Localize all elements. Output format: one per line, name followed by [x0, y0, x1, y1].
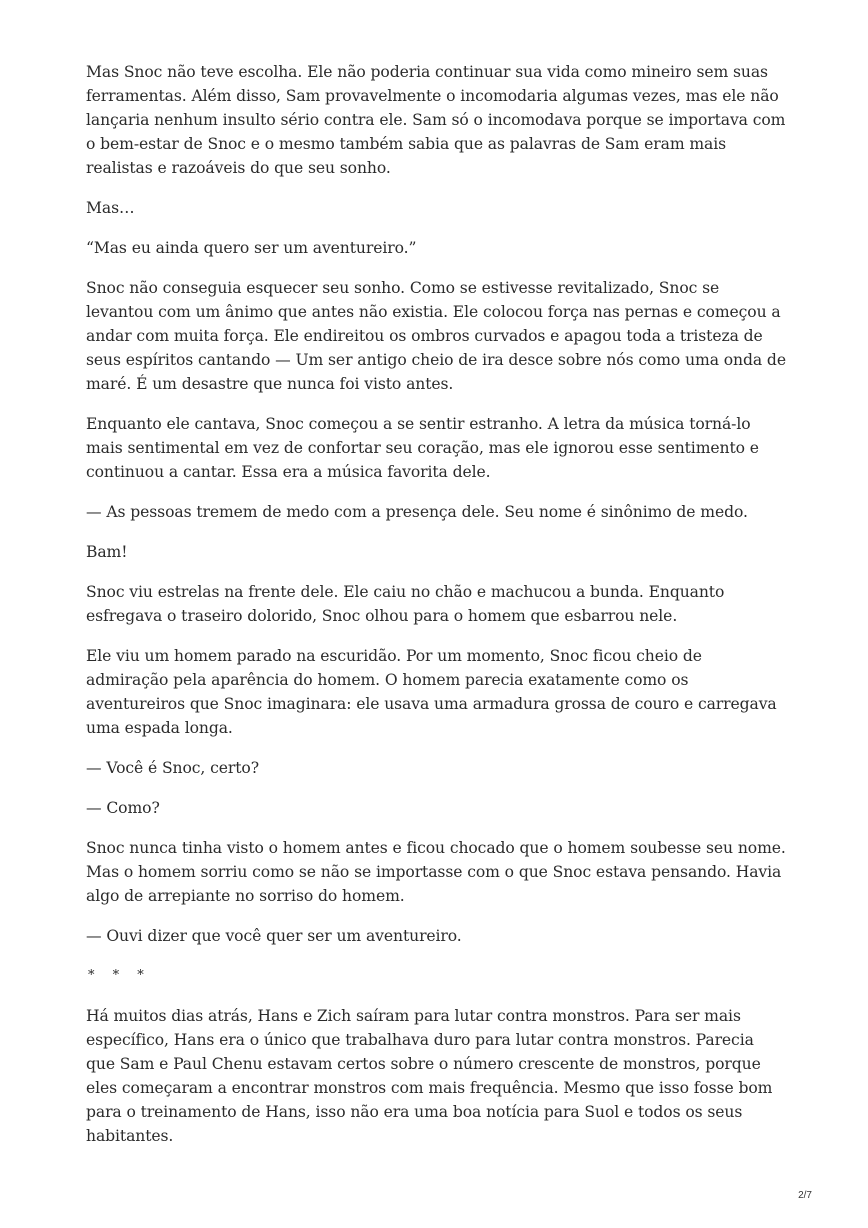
paragraph-12: Snoc nunca tinha visto o homem antes e ficou chocado que o homem soubesse seu nome. Mas o homem sorriu como se não se importasse com o que Snoc estava pensando. Havia algo de arrepiante no sorriso do homem. — [86, 839, 786, 905]
paragraph-9: Ele viu um homem parado na escuridão. Por um momento, Snoc ficou cheio de admiração pela aparência do homem. O homem parecia exatamente como os aventureiros que Snoc imaginara: ele usava uma armadura grossa de couro e carregava uma espada longa. — [86, 647, 777, 737]
paragraph-14: Há muitos dias atrás, Hans e Zich saíram para lutar contra monstros. Para ser mais específico, Hans era o único que trabalhava duro para lutar contra monstros. Parecia que Sam e Paul Chenu estavam certos sobre o número crescente de monstros, porque eles começaram a encontrar monstros com mais frequência. Mesmo que isso fosse bom para o treinamento de Hans, isso não era uma boa notícia para Suol e todos os seus habitantes. — [86, 1007, 773, 1145]
paragraph-10: — Você é Snoc, certo? — [86, 759, 259, 777]
document-page — [86, 60, 786, 1164]
scene-separator: * * * — [88, 968, 144, 983]
paragraph-11: — Como? — [86, 799, 160, 817]
paragraph-1: Mas Snoc não teve escolha. Ele não poderia continuar sua vida como mineiro sem suas ferramentas. Além disso, Sam provavelmente o incomodaria algumas vezes, mas ele não lançaria nenhum insulto sério contra ele. Sam só o incomodava porque se importava com o bem-estar de Snoc e o mesmo também sabia que as palavras de Sam eram mais realistas e razoáveis do que seu sonho. — [86, 63, 786, 177]
page-number: 2/7 — [798, 1190, 812, 1201]
paragraph-4: Snoc não conseguia esquecer seu sonho. Como se estivesse revitalizado, Snoc se levantou com um ânimo que antes não existia. Ele colocou força nas pernas e começou a andar com muita força. Ele endireitou os ombros curvados e apagou toda a tristeza de seus espíritos cantando — Um ser antigo cheio de ira desce sobre nós como uma onda de maré. É um desastre que nunca foi visto antes. — [86, 279, 786, 393]
paragraph-2: Mas… — [86, 199, 135, 217]
paragraph-13: — Ouvi dizer que você quer ser um aventureiro. — [86, 927, 462, 945]
paragraph-5: Enquanto ele cantava, Snoc começou a se sentir estranho. A letra da música torná-lo mais sentimental em vez de confortar seu coração, mas ele ignorou esse sentimento e continuou a cantar. Essa era a música favorita dele. — [86, 415, 759, 481]
paragraph-7: Bam! — [86, 543, 128, 561]
paragraph-6: — As pessoas tremem de medo com a presença dele. Seu nome é sinônimo de medo. — [86, 503, 748, 521]
paragraph-8: Snoc viu estrelas na frente dele. Ele caiu no chão e machucou a bunda. Enquanto esfregava o traseiro dolorido, Snoc olhou para o homem que esbarrou nele. — [86, 583, 725, 625]
paragraph-3: “Mas eu ainda quero ser um aventureiro.” — [86, 239, 417, 257]
